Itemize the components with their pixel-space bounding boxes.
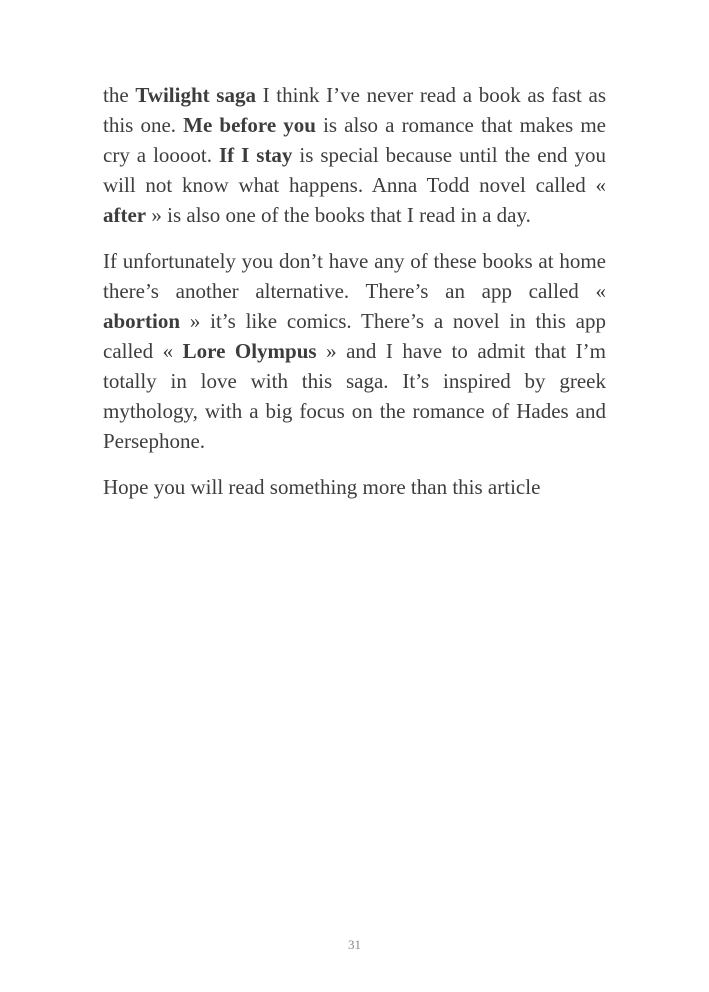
paragraph — [103, 472, 606, 502]
bold-text-run: after — [103, 203, 147, 227]
page-number: 31 — [348, 937, 361, 952]
paragraph — [103, 80, 606, 230]
paragraphs-container — [103, 80, 606, 502]
text-run: Hope you will read something more than this article — [103, 475, 541, 499]
text-run: If unfortunately you don’t have any of these books at home there’s another alternative. There’s an app called « — [103, 249, 606, 303]
bold-text-run: If I stay — [218, 143, 293, 167]
text-block — [103, 80, 606, 518]
text-run: is also a romance that makes me cry a loooot. — [103, 113, 606, 167]
bold-text-run: Me before you — [183, 113, 316, 137]
text-run: » and I have to admit that I’m totally in love with this saga. It’s inspired by greek mythology, with a big focus on the romance of Hades and Persephone. — [103, 339, 606, 453]
paragraph — [103, 246, 606, 456]
text-run: the — [103, 83, 136, 107]
bold-text-run: Twilight saga — [135, 83, 256, 107]
bold-text-run: Lore Olympus — [182, 339, 317, 363]
text-run: I think I’ve never read a book as fast as this one. — [103, 83, 607, 137]
text-run: is special because until the end you will not know what happens. Anna Todd novel called « — [103, 143, 606, 197]
bold-text-run: abortion — [103, 309, 181, 333]
text-run: » it’s like comics. There’s a novel in this app called « — [103, 309, 606, 363]
text-run: » is also one of the books that I read in a day. — [146, 203, 531, 227]
